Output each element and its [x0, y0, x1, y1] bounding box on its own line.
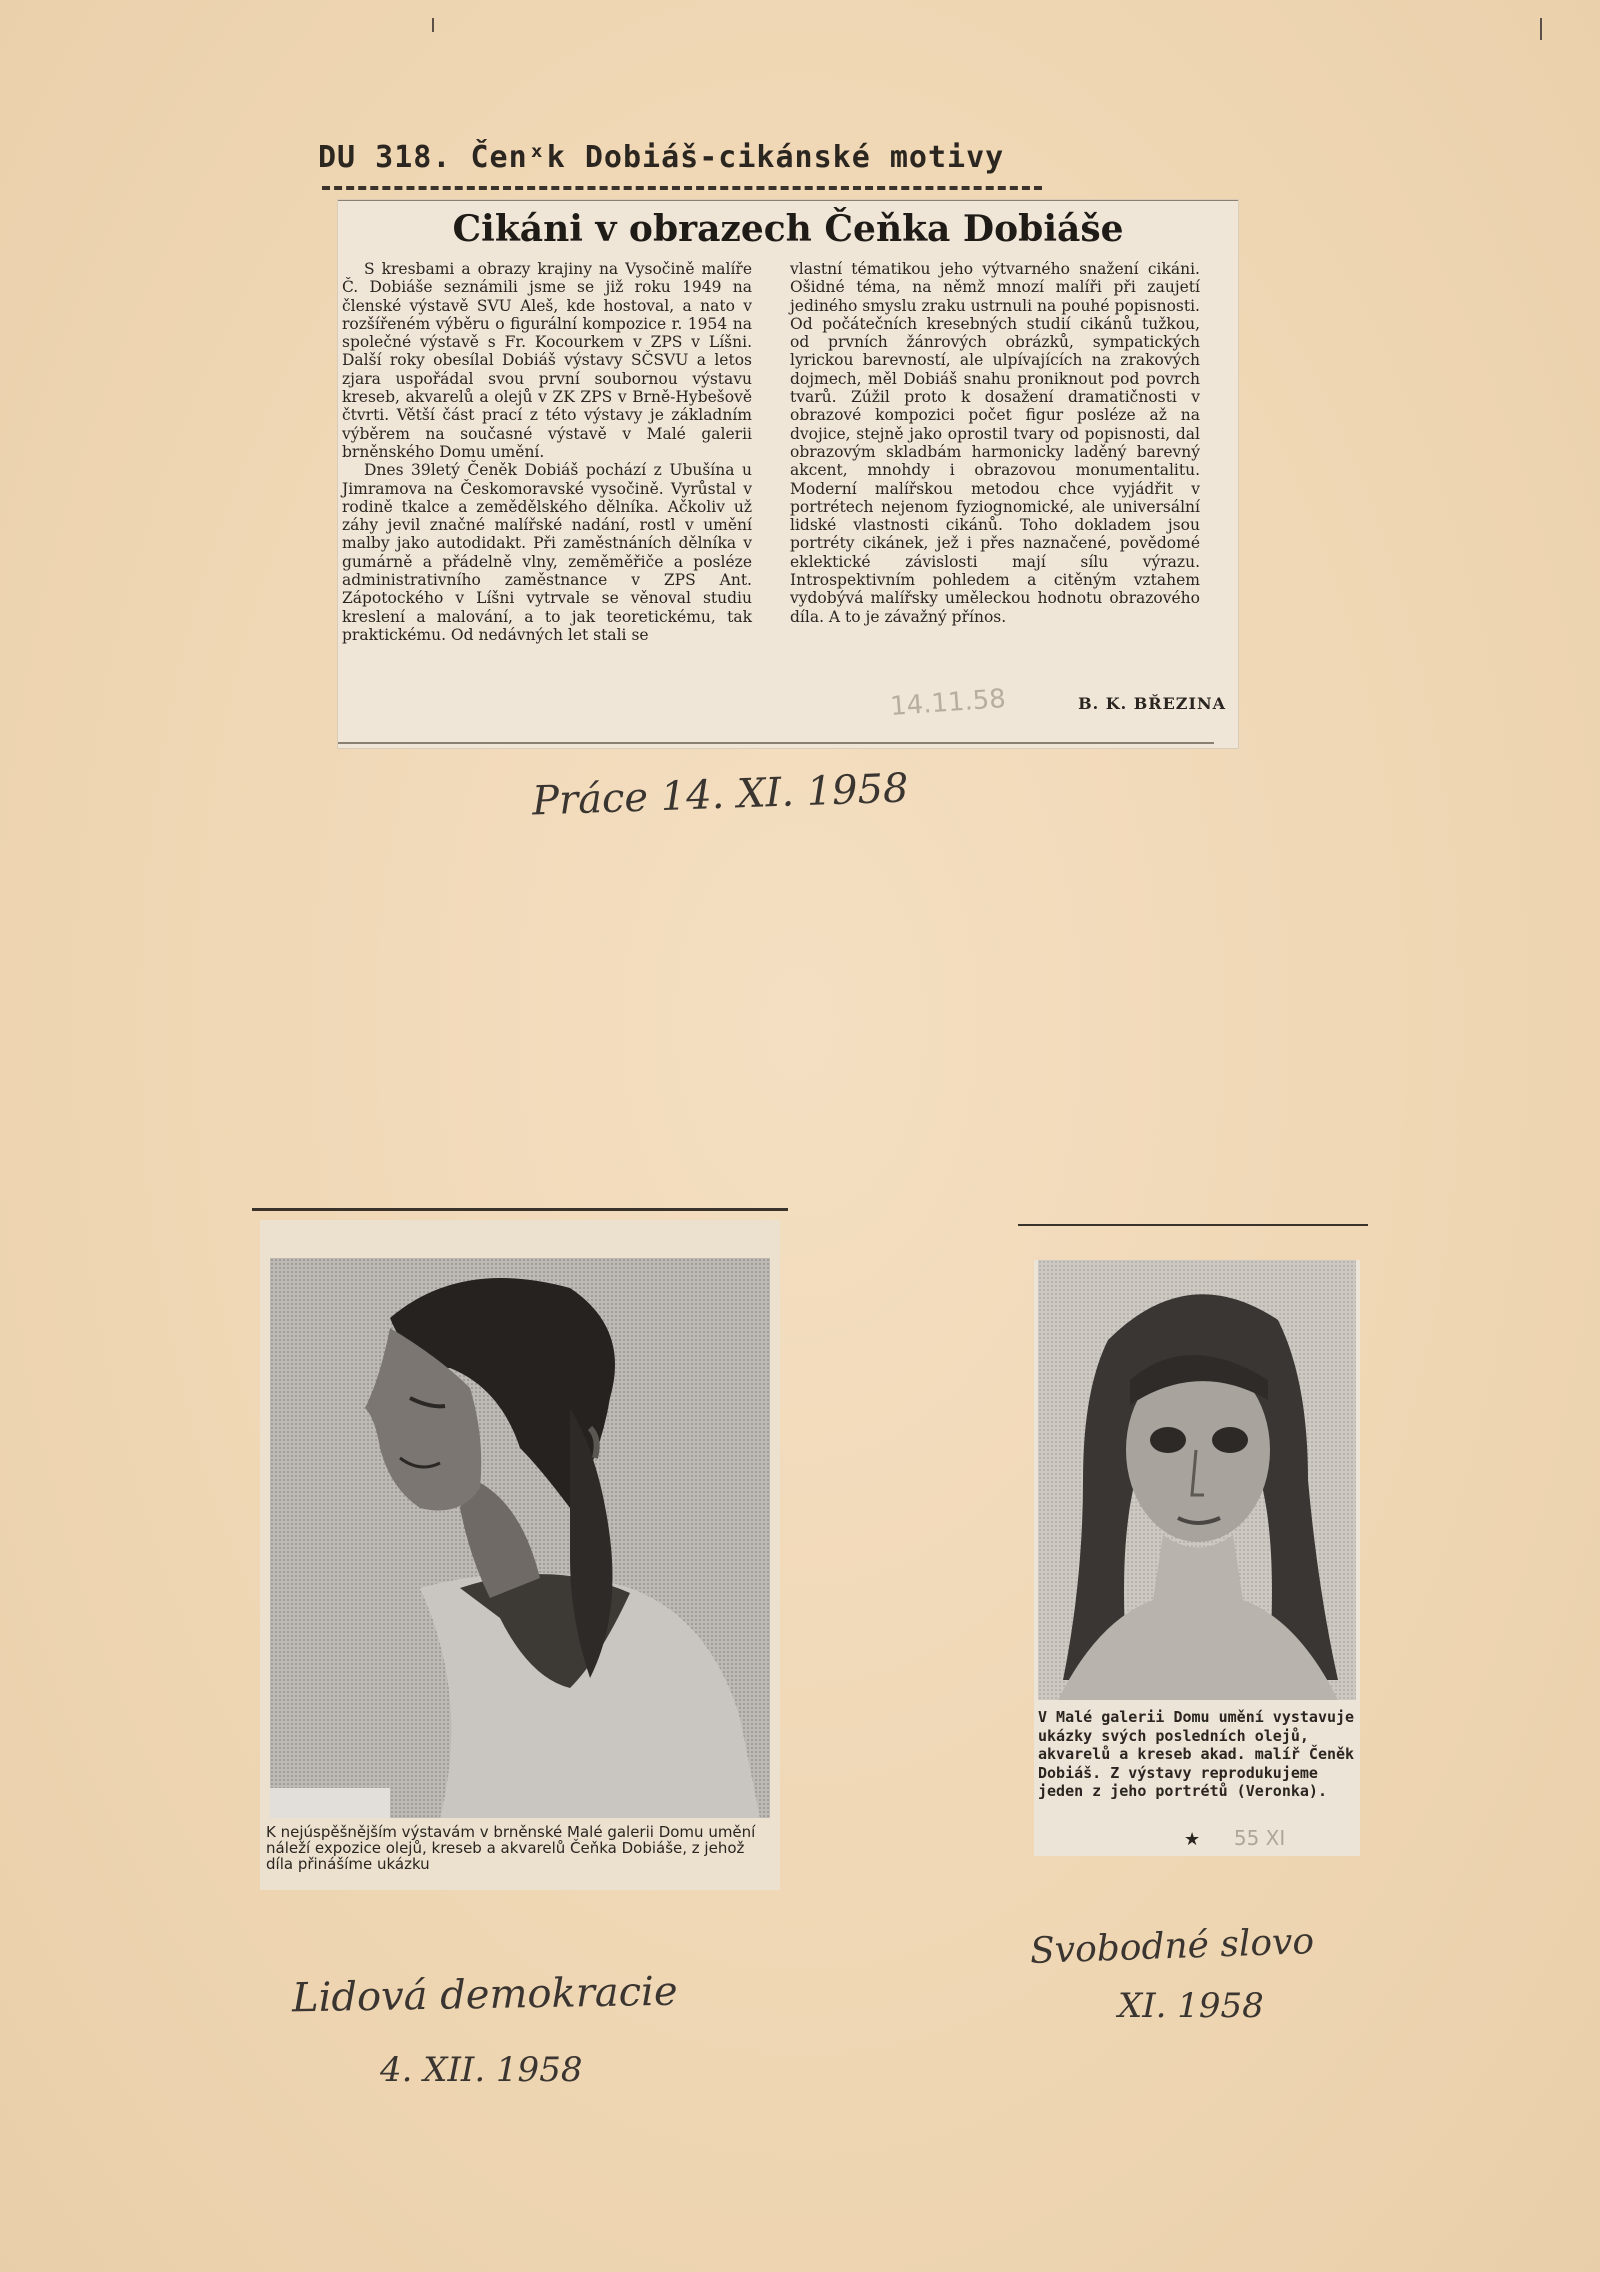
- photo-clipping-right: [1018, 1224, 1368, 1864]
- paper-mark: [432, 18, 434, 32]
- article-headline: Cikáni v obrazech Čeňka Dobiáše: [452, 208, 1124, 250]
- article-column-left: [342, 260, 752, 644]
- portrait-drawing: [1038, 1260, 1356, 1700]
- portrait-drawing: [270, 1258, 770, 1818]
- clipping-rule: [1018, 1224, 1368, 1226]
- photo-clipping-left: [252, 1208, 788, 1896]
- clipping-bottom-rule: [338, 742, 1214, 744]
- article-byline: B. K. BŘEZINA: [1078, 694, 1226, 713]
- date-stamp: 55 XI: [1233, 1826, 1286, 1850]
- article-column-right: [790, 260, 1200, 626]
- handwritten-source-svobodne: Svobodné slovo: [1029, 1921, 1315, 1972]
- handwritten-date-svobodne: XI. 1958: [1118, 1986, 1264, 2026]
- clipping-top-rule: [338, 200, 1238, 201]
- portrait-photo-veronka: [1038, 1260, 1356, 1700]
- paper-mark: [1540, 18, 1542, 40]
- photo-caption: K nejúspěšnějším výstavám v brněnské Malé galerii Domu umění náleží expozice olejů, kreseb a akvarelů Čeňka Dobiáše, z jehož díla přinášíme ukázku: [266, 1823, 756, 1873]
- date-stamp: 14.11.58: [889, 683, 1007, 723]
- typed-header: DU 318. Čenˣk Dobiáš-cikánské motivy: [318, 140, 1005, 175]
- article-paragraph: vlastní tématikou jeho výtvarného snažení cikáni. Ošidné téma, na němž mnozí malíři při zaujetí jediného smyslu zraku ustrnuli na pouhé popisnosti. Od počátečních kresebných studií cikánů tužkou, od prvních žánrových obrázků, sympatických lyrickou barevností, ale ulpívajících na zrakových dojmech, měl Dobiáš snahu proniknout pod povrch tvarů. Zúžil proto k dosažení dramatičnosti v obrazové kompozici počet figur posléze až na dvojice, stejně jako oprostil tvary od popisnosti, dal obrazovým skladbám harmonicky laděný barevný akcent, mnohdy i obrazovou monumentalitu. Moderní malířskou metodou chce vyjádřit v portrétech nejenom fyziognomické, ale universální lidské vlastnosti cikánů. Toho dokladem jsou portréty cikánek, jež i přes naznačené, povědomé eklektické závislosti mají sílu výrazu. Introspektivním pohledem a citěným vztahem vydobývá malířsky uměleckou hodnotu obrazového díla. A to je závažný přínos.: [790, 260, 1200, 626]
- handwritten-source-lidova: Lidová demokracie: [291, 1968, 678, 2022]
- portrait-photo-profile: [270, 1258, 770, 1818]
- clipping-rule: [252, 1208, 788, 1211]
- typed-underline: [322, 186, 1042, 190]
- clipping-mount: [1034, 1260, 1360, 1856]
- star-icon: ★: [1184, 1829, 1201, 1850]
- article-paragraph: S kresbami a obrazy krajiny na Vysočině malíře Č. Dobiáše seznámili jsme se již roku 1949 na členské výstavě SVU Aleš, kde hostoval, a nato v rozšířeném výběru o figurální kompozice r. 1954 na společné výstavě s Fr. Kocourkem v ZPS v Líšni. Další roky obesílal Dobiáš výstavy SČSVU a letos zjara uspořádal svou první soubornou výstavu kreseb, akvarelů a olejů v ZK ZPS v Brně-Hybešově čtvrti. Větší část prací z této výstavy je základním výběrem na současné výstavě v Malé galerii brněnského Domu umění.: [342, 260, 752, 461]
- clipping-stamp-row: [1184, 1826, 1285, 1850]
- handwritten-date-lidova: 4. XII. 1958: [380, 2050, 583, 2090]
- article-clipping: [338, 200, 1238, 748]
- clipping-mount: [260, 1220, 780, 1890]
- handwritten-source-prace: Práce 14. XI. 1958: [531, 765, 910, 825]
- photo-caption: V Malé galerii Domu umění vystavuje ukázky svých posledních olejů, akvarelů a kreseb akad. malíř Čeněk Dobiáš. Z výstavy reprodukujeme jeden z jeho portrétů (Veronka).: [1038, 1708, 1355, 1800]
- article-paragraph: Dnes 39letý Čeněk Dobiáš pochází z Ubušína u Jimramova na Českomoravské vysočině. Vyrůstal v rodině tkalce a zemědělského dělníka. Ačkoliv už záhy jevil značné malířské nadání, rostl v umění malby jako autodidakt. Při zaměstnáních dělníka v gumárně a přádelně vlny, zeměměřiče a posléze administrativního zaměstnance v ZPS Ant. Zápotockého v Líšni vytrvale se věnoval studiu kreslení a malování, a to jak teoretickému, tak praktickému. Od nedávných let stali se: [342, 461, 752, 644]
